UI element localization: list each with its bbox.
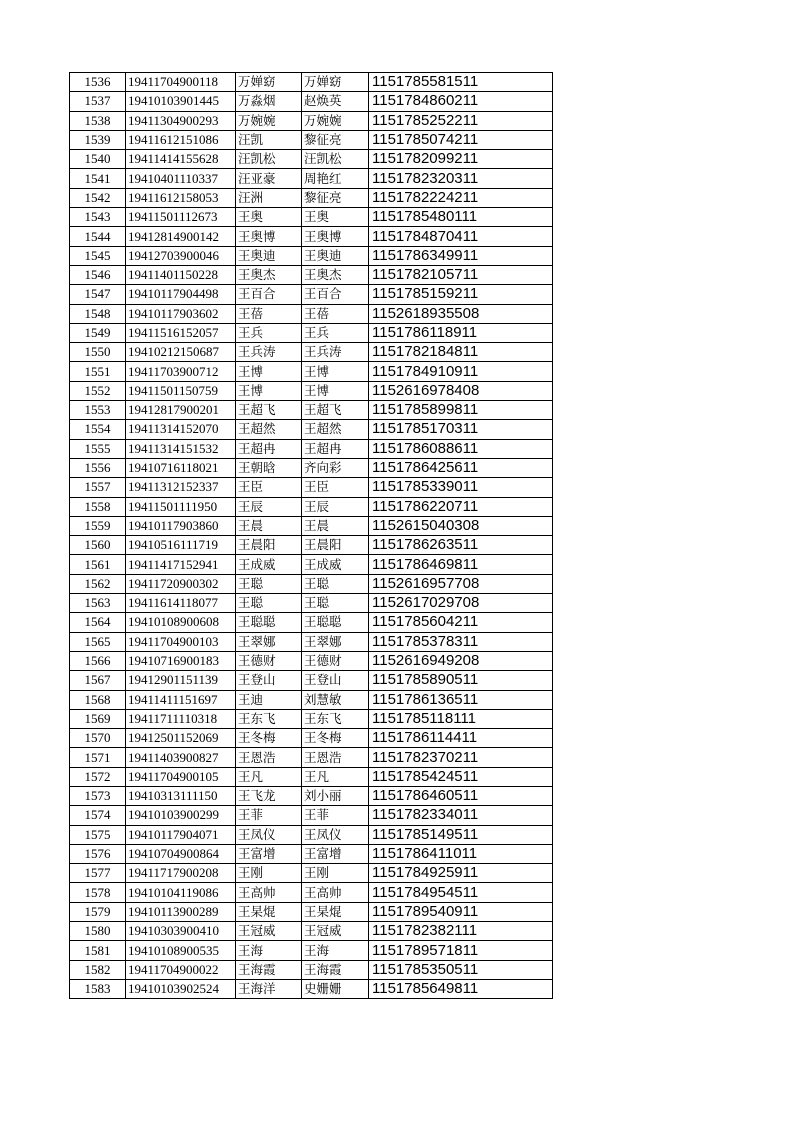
- ticket-number-cell: 1151784860211: [369, 92, 553, 111]
- ticket-number-cell: 1151784910911: [369, 362, 553, 381]
- name-cell: 王德财: [236, 651, 302, 670]
- ticket-number-cell: 1151785424511: [369, 767, 553, 786]
- guardian-name-cell: 王登山: [302, 671, 369, 690]
- ticket-number-cell: 1151785581511: [369, 73, 553, 92]
- id-number-cell: 19411314152070: [126, 420, 236, 439]
- name-cell: 王刚: [236, 864, 302, 883]
- row-number-cell: 1545: [70, 246, 126, 265]
- ticket-number-cell: 1151785252211: [369, 111, 553, 130]
- ticket-number-cell: 1151786118911: [369, 323, 553, 342]
- id-number-cell: 19411612158053: [126, 188, 236, 207]
- name-cell: 王菲: [236, 806, 302, 825]
- id-number-cell: 19411720900302: [126, 574, 236, 593]
- guardian-name-cell: 王超然: [302, 420, 369, 439]
- id-number-cell: 19410704900864: [126, 844, 236, 863]
- guardian-name-cell: 王博: [302, 381, 369, 400]
- name-cell: 王奥杰: [236, 265, 302, 284]
- id-number-cell: 19411304900293: [126, 111, 236, 130]
- guardian-name-cell: 王恩浩: [302, 748, 369, 767]
- row-number-cell: 1540: [70, 150, 126, 169]
- row-number-cell: 1536: [70, 73, 126, 92]
- table-row: [70, 960, 553, 979]
- id-number-cell: 19410716900183: [126, 651, 236, 670]
- guardian-name-cell: 王富增: [302, 844, 369, 863]
- id-number-cell: 19410108900608: [126, 613, 236, 632]
- id-number-cell: 19411612151086: [126, 130, 236, 149]
- id-number-cell: 19410103901445: [126, 92, 236, 111]
- ticket-number-cell: 1151786136511: [369, 690, 553, 709]
- ticket-number-cell: 1151785159211: [369, 285, 553, 304]
- name-cell: 万婵窈: [236, 73, 302, 92]
- name-cell: 王海: [236, 941, 302, 960]
- guardian-name-cell: 王博: [302, 362, 369, 381]
- guardian-name-cell: 黎征亮: [302, 188, 369, 207]
- id-number-cell: 19412814900142: [126, 227, 236, 246]
- row-number-cell: 1569: [70, 709, 126, 728]
- ticket-number-cell: 1151782382111: [369, 922, 553, 941]
- name-cell: 王凡: [236, 767, 302, 786]
- row-number-cell: 1572: [70, 767, 126, 786]
- row-number-cell: 1570: [70, 729, 126, 748]
- name-cell: 王海霞: [236, 960, 302, 979]
- name-cell: 王百合: [236, 285, 302, 304]
- row-number-cell: 1546: [70, 265, 126, 284]
- row-number-cell: 1576: [70, 844, 126, 863]
- row-number-cell: 1552: [70, 381, 126, 400]
- name-cell: 王博: [236, 362, 302, 381]
- table-row: [70, 709, 553, 728]
- table-row: [70, 806, 553, 825]
- guardian-name-cell: 王奥博: [302, 227, 369, 246]
- name-cell: 汪凯: [236, 130, 302, 149]
- name-cell: 万淼烟: [236, 92, 302, 111]
- table-row: [70, 343, 553, 362]
- row-number-cell: 1562: [70, 574, 126, 593]
- row-number-cell: 1564: [70, 613, 126, 632]
- table-row: [70, 92, 553, 111]
- guardian-name-cell: 王超冉: [302, 439, 369, 458]
- name-cell: 王兵涛: [236, 343, 302, 362]
- ticket-number-cell: 1152616978408: [369, 381, 553, 400]
- row-number-cell: 1553: [70, 401, 126, 420]
- id-number-cell: 19411501112673: [126, 208, 236, 227]
- ticket-number-cell: 1151785899811: [369, 401, 553, 420]
- guardian-name-cell: 史姗姗: [302, 979, 369, 998]
- table-row: [70, 362, 553, 381]
- ticket-number-cell: 1151786460511: [369, 786, 553, 805]
- ticket-number-cell: 1151785339011: [369, 478, 553, 497]
- name-cell: 汪洲: [236, 188, 302, 207]
- row-number-cell: 1578: [70, 883, 126, 902]
- id-number-cell: 19411312152337: [126, 478, 236, 497]
- table-row: [70, 516, 553, 535]
- name-cell: 王聪聪: [236, 613, 302, 632]
- guardian-name-cell: 王臣: [302, 478, 369, 497]
- row-number-cell: 1565: [70, 632, 126, 651]
- id-number-cell: 19411704900022: [126, 960, 236, 979]
- guardian-name-cell: 汪凯松: [302, 150, 369, 169]
- guardian-name-cell: 王菲: [302, 806, 369, 825]
- row-number-cell: 1549: [70, 323, 126, 342]
- id-number-cell: 19411417152941: [126, 555, 236, 574]
- spreadsheet-page: [69, 72, 553, 999]
- ticket-number-cell: 1151782320311: [369, 169, 553, 188]
- table-row: [70, 169, 553, 188]
- id-number-cell: 19412501152069: [126, 729, 236, 748]
- ticket-number-cell: 1151782184811: [369, 343, 553, 362]
- table-row: [70, 729, 553, 748]
- guardian-name-cell: 王杲焜: [302, 902, 369, 921]
- ticket-number-cell: 1152617029708: [369, 594, 553, 613]
- row-number-cell: 1538: [70, 111, 126, 130]
- name-cell: 王奥迪: [236, 246, 302, 265]
- ticket-number-cell: 1151784954511: [369, 883, 553, 902]
- name-cell: 王晨阳: [236, 536, 302, 555]
- table-row: [70, 246, 553, 265]
- table-row: [70, 478, 553, 497]
- row-number-cell: 1558: [70, 497, 126, 516]
- ticket-number-cell: 1151785480111: [369, 208, 553, 227]
- table-row: [70, 671, 553, 690]
- row-number-cell: 1554: [70, 420, 126, 439]
- records-table-body: [70, 73, 553, 999]
- ticket-number-cell: 1151789540911: [369, 902, 553, 921]
- guardian-name-cell: 王兵涛: [302, 343, 369, 362]
- row-number-cell: 1550: [70, 343, 126, 362]
- id-number-cell: 19411314151532: [126, 439, 236, 458]
- id-number-cell: 19410104119086: [126, 883, 236, 902]
- id-number-cell: 19410103900299: [126, 806, 236, 825]
- id-number-cell: 19410212150687: [126, 343, 236, 362]
- id-number-cell: 19412703900046: [126, 246, 236, 265]
- guardian-name-cell: 王冠威: [302, 922, 369, 941]
- guardian-name-cell: 王翠娜: [302, 632, 369, 651]
- row-number-cell: 1556: [70, 458, 126, 477]
- name-cell: 王海洋: [236, 979, 302, 998]
- id-number-cell: 19410516111719: [126, 536, 236, 555]
- guardian-name-cell: 王凤仪: [302, 825, 369, 844]
- name-cell: 王高帅: [236, 883, 302, 902]
- name-cell: 王晨: [236, 516, 302, 535]
- id-number-cell: 19411704900118: [126, 73, 236, 92]
- table-row: [70, 748, 553, 767]
- row-number-cell: 1555: [70, 439, 126, 458]
- guardian-name-cell: 王成威: [302, 555, 369, 574]
- guardian-name-cell: 王奥: [302, 208, 369, 227]
- table-row: [70, 979, 553, 998]
- ticket-number-cell: 1151785378311: [369, 632, 553, 651]
- ticket-number-cell: 1151782334011: [369, 806, 553, 825]
- id-number-cell: 19411704900105: [126, 767, 236, 786]
- guardian-name-cell: 王兵: [302, 323, 369, 342]
- name-cell: 王恩浩: [236, 748, 302, 767]
- guardian-name-cell: 刘小丽: [302, 786, 369, 805]
- ticket-number-cell: 1151785074211: [369, 130, 553, 149]
- table-row: [70, 594, 553, 613]
- table-row: [70, 401, 553, 420]
- table-row: [70, 883, 553, 902]
- name-cell: 王蓓: [236, 304, 302, 323]
- ticket-number-cell: 1152616949208: [369, 651, 553, 670]
- row-number-cell: 1542: [70, 188, 126, 207]
- id-number-cell: 19410313111150: [126, 786, 236, 805]
- name-cell: 王成威: [236, 555, 302, 574]
- guardian-name-cell: 王奥杰: [302, 265, 369, 284]
- id-number-cell: 19411516152057: [126, 323, 236, 342]
- guardian-name-cell: 王海: [302, 941, 369, 960]
- table-row: [70, 420, 553, 439]
- id-number-cell: 19412817900201: [126, 401, 236, 420]
- name-cell: 万婉婉: [236, 111, 302, 130]
- row-number-cell: 1561: [70, 555, 126, 574]
- table-row: [70, 864, 553, 883]
- table-row: [70, 825, 553, 844]
- row-number-cell: 1579: [70, 902, 126, 921]
- name-cell: 王朝晗: [236, 458, 302, 477]
- row-number-cell: 1567: [70, 671, 126, 690]
- name-cell: 王兵: [236, 323, 302, 342]
- name-cell: 王东飞: [236, 709, 302, 728]
- guardian-name-cell: 王晨阳: [302, 536, 369, 555]
- name-cell: 王迪: [236, 690, 302, 709]
- id-number-cell: 19411411151697: [126, 690, 236, 709]
- row-number-cell: 1557: [70, 478, 126, 497]
- guardian-name-cell: 齐向彩: [302, 458, 369, 477]
- id-number-cell: 19411501111950: [126, 497, 236, 516]
- table-row: [70, 265, 553, 284]
- name-cell: 王超然: [236, 420, 302, 439]
- records-table: [69, 72, 553, 999]
- ticket-number-cell: 1151784925911: [369, 864, 553, 883]
- row-number-cell: 1544: [70, 227, 126, 246]
- name-cell: 王超冉: [236, 439, 302, 458]
- id-number-cell: 19411704900103: [126, 632, 236, 651]
- guardian-name-cell: 王海霞: [302, 960, 369, 979]
- guardian-name-cell: 王冬梅: [302, 729, 369, 748]
- id-number-cell: 19410117904498: [126, 285, 236, 304]
- guardian-name-cell: 黎征亮: [302, 130, 369, 149]
- name-cell: 汪凯松: [236, 150, 302, 169]
- guardian-name-cell: 王高帅: [302, 883, 369, 902]
- guardian-name-cell: 王晨: [302, 516, 369, 535]
- ticket-number-cell: 1151786088611: [369, 439, 553, 458]
- name-cell: 王富增: [236, 844, 302, 863]
- name-cell: 王凤仪: [236, 825, 302, 844]
- row-number-cell: 1551: [70, 362, 126, 381]
- table-row: [70, 381, 553, 400]
- name-cell: 王登山: [236, 671, 302, 690]
- ticket-number-cell: 1151785604211: [369, 613, 553, 632]
- id-number-cell: 19410117903860: [126, 516, 236, 535]
- row-number-cell: 1571: [70, 748, 126, 767]
- ticket-number-cell: 1151782099211: [369, 150, 553, 169]
- name-cell: 王奥博: [236, 227, 302, 246]
- row-number-cell: 1563: [70, 594, 126, 613]
- table-row: [70, 651, 553, 670]
- ticket-number-cell: 1151786411011: [369, 844, 553, 863]
- guardian-name-cell: 赵焕英: [302, 92, 369, 111]
- table-row: [70, 304, 553, 323]
- name-cell: 王臣: [236, 478, 302, 497]
- guardian-name-cell: 王凡: [302, 767, 369, 786]
- ticket-number-cell: 1151782370211: [369, 748, 553, 767]
- table-row: [70, 632, 553, 651]
- table-row: [70, 922, 553, 941]
- row-number-cell: 1575: [70, 825, 126, 844]
- ticket-number-cell: 1152616957708: [369, 574, 553, 593]
- guardian-name-cell: 王东飞: [302, 709, 369, 728]
- id-number-cell: 19411711110318: [126, 709, 236, 728]
- table-row: [70, 285, 553, 304]
- guardian-name-cell: 王超飞: [302, 401, 369, 420]
- ticket-number-cell: 1151786114411: [369, 729, 553, 748]
- ticket-number-cell: 1152615040308: [369, 516, 553, 535]
- id-number-cell: 19411501150759: [126, 381, 236, 400]
- table-row: [70, 111, 553, 130]
- id-number-cell: 19412901151139: [126, 671, 236, 690]
- table-row: [70, 786, 553, 805]
- guardian-name-cell: 王辰: [302, 497, 369, 516]
- ticket-number-cell: 1151785149511: [369, 825, 553, 844]
- ticket-number-cell: 1151786349911: [369, 246, 553, 265]
- table-row: [70, 73, 553, 92]
- name-cell: 王超飞: [236, 401, 302, 420]
- id-number-cell: 19410108900535: [126, 941, 236, 960]
- ticket-number-cell: 1151786469811: [369, 555, 553, 574]
- id-number-cell: 19410117904071: [126, 825, 236, 844]
- row-number-cell: 1573: [70, 786, 126, 805]
- table-row: [70, 555, 553, 574]
- name-cell: 王聪: [236, 574, 302, 593]
- id-number-cell: 19410103902524: [126, 979, 236, 998]
- row-number-cell: 1537: [70, 92, 126, 111]
- ticket-number-cell: 1151789571811: [369, 941, 553, 960]
- guardian-name-cell: 王蓓: [302, 304, 369, 323]
- ticket-number-cell: 1151786220711: [369, 497, 553, 516]
- row-number-cell: 1560: [70, 536, 126, 555]
- ticket-number-cell: 1151785649811: [369, 979, 553, 998]
- id-number-cell: 19410303900410: [126, 922, 236, 941]
- ticket-number-cell: 1151785118111: [369, 709, 553, 728]
- row-number-cell: 1559: [70, 516, 126, 535]
- ticket-number-cell: 1151786263511: [369, 536, 553, 555]
- table-row: [70, 690, 553, 709]
- name-cell: 王翠娜: [236, 632, 302, 651]
- row-number-cell: 1580: [70, 922, 126, 941]
- id-number-cell: 19410716118021: [126, 458, 236, 477]
- row-number-cell: 1539: [70, 130, 126, 149]
- id-number-cell: 19410113900289: [126, 902, 236, 921]
- table-row: [70, 150, 553, 169]
- name-cell: 王冠威: [236, 922, 302, 941]
- id-number-cell: 19410401110337: [126, 169, 236, 188]
- id-number-cell: 19411401150228: [126, 265, 236, 284]
- ticket-number-cell: 1151782105711: [369, 265, 553, 284]
- table-row: [70, 497, 553, 516]
- name-cell: 王杲焜: [236, 902, 302, 921]
- row-number-cell: 1583: [70, 979, 126, 998]
- ticket-number-cell: 1151786425611: [369, 458, 553, 477]
- row-number-cell: 1548: [70, 304, 126, 323]
- name-cell: 王飞龙: [236, 786, 302, 805]
- guardian-name-cell: 王聪聪: [302, 613, 369, 632]
- table-row: [70, 227, 553, 246]
- guardian-name-cell: 王刚: [302, 864, 369, 883]
- id-number-cell: 19411414155628: [126, 150, 236, 169]
- name-cell: 汪亚豪: [236, 169, 302, 188]
- table-row: [70, 536, 553, 555]
- id-number-cell: 19411703900712: [126, 362, 236, 381]
- table-row: [70, 439, 553, 458]
- ticket-number-cell: 1151782224211: [369, 188, 553, 207]
- guardian-name-cell: 万婉婉: [302, 111, 369, 130]
- ticket-number-cell: 1151785350511: [369, 960, 553, 979]
- row-number-cell: 1582: [70, 960, 126, 979]
- id-number-cell: 19411717900208: [126, 864, 236, 883]
- table-row: [70, 208, 553, 227]
- row-number-cell: 1541: [70, 169, 126, 188]
- row-number-cell: 1577: [70, 864, 126, 883]
- row-number-cell: 1566: [70, 651, 126, 670]
- row-number-cell: 1543: [70, 208, 126, 227]
- ticket-number-cell: 1151785890511: [369, 671, 553, 690]
- name-cell: 王奥: [236, 208, 302, 227]
- id-number-cell: 19410117903602: [126, 304, 236, 323]
- id-number-cell: 19411403900827: [126, 748, 236, 767]
- row-number-cell: 1547: [70, 285, 126, 304]
- name-cell: 王聪: [236, 594, 302, 613]
- guardian-name-cell: 周艳红: [302, 169, 369, 188]
- ticket-number-cell: 1152618935508: [369, 304, 553, 323]
- name-cell: 王冬梅: [236, 729, 302, 748]
- guardian-name-cell: 王聪: [302, 594, 369, 613]
- ticket-number-cell: 1151784870411: [369, 227, 553, 246]
- guardian-name-cell: 王百合: [302, 285, 369, 304]
- guardian-name-cell: 王德财: [302, 651, 369, 670]
- table-row: [70, 130, 553, 149]
- name-cell: 王辰: [236, 497, 302, 516]
- row-number-cell: 1574: [70, 806, 126, 825]
- guardian-name-cell: 刘慧敏: [302, 690, 369, 709]
- guardian-name-cell: 王聪: [302, 574, 369, 593]
- table-row: [70, 941, 553, 960]
- row-number-cell: 1568: [70, 690, 126, 709]
- table-row: [70, 767, 553, 786]
- table-row: [70, 613, 553, 632]
- table-row: [70, 458, 553, 477]
- table-row: [70, 188, 553, 207]
- id-number-cell: 19411614118077: [126, 594, 236, 613]
- guardian-name-cell: 万婵窈: [302, 73, 369, 92]
- ticket-number-cell: 1151785170311: [369, 420, 553, 439]
- table-row: [70, 323, 553, 342]
- table-row: [70, 844, 553, 863]
- table-row: [70, 574, 553, 593]
- table-row: [70, 902, 553, 921]
- row-number-cell: 1581: [70, 941, 126, 960]
- guardian-name-cell: 王奥迪: [302, 246, 369, 265]
- name-cell: 王博: [236, 381, 302, 400]
